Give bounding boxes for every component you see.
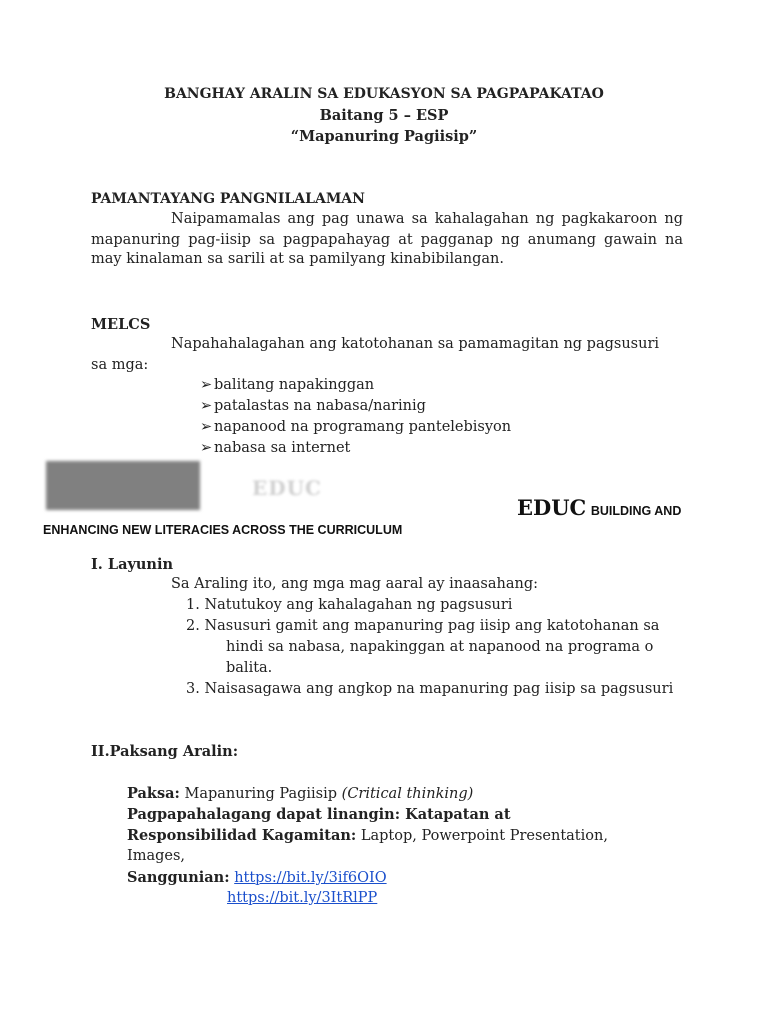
- melcs-item-text: napanood na programang pantelebisyon: [214, 419, 512, 435]
- educ-tail: BUILDING AND: [590, 504, 682, 518]
- responsibilidad-label: Responsibilidad: [127, 827, 257, 844]
- kagamitan-label: Kagamitan:: [256, 827, 357, 844]
- lesson-topic: “Mapanuring Pagiisip”: [290, 128, 478, 145]
- melcs-item-text: balitang napakinggan: [214, 377, 375, 393]
- kagamitan-value: Laptop, Powerpoint Presentation,: [356, 828, 608, 844]
- layunin-heading: I. Layunin: [91, 556, 174, 573]
- arrow-bullet-icon: ➢: [200, 398, 213, 414]
- pamantayan-line-3: may kinalaman sa sarili at sa pamilyang kinabibilangan.: [91, 251, 504, 267]
- reference-link-2-line: [227, 890, 377, 906]
- paksa-line: [127, 785, 473, 802]
- paksa-note: (Critical thinking): [341, 786, 474, 802]
- melcs-item: [200, 398, 426, 414]
- layunin-item-3: 3. Naisasagawa ang angkop na mapanuring pag iisip sa pagsusuri: [186, 681, 674, 697]
- arrow-bullet-icon: ➢: [200, 440, 213, 456]
- melcs-line-1: Napahahalagahan ang katotohanan sa pamamagitan ng pagsusuri: [171, 336, 660, 352]
- layunin-item-2: 2. Nasusuri gamit ang mapanuring pag iisip ang katotohanan sa: [186, 618, 660, 634]
- paksa-value: Mapanuring Pagiisip: [179, 786, 342, 802]
- pamantayan-heading: PAMANTAYANG PANGNILALAMAN: [91, 191, 365, 207]
- grade-level: Baitang 5 – ESP: [319, 107, 449, 124]
- melcs-item: [200, 377, 374, 393]
- pagpapahalaga-line: Pagpapahalagang dapat linangin: Katapatan at: [127, 806, 511, 823]
- paksa-label: Paksa:: [127, 785, 180, 802]
- document-title: BANGHAY ARALIN SA EDUKASYON SA PAGPAPAKATAO: [164, 86, 604, 102]
- melcs-heading: MELCS: [91, 316, 151, 333]
- sanggunian-label: Sanggunian:: [127, 869, 230, 886]
- images-line: Images,: [127, 848, 186, 864]
- arrow-bullet-icon: ➢: [200, 419, 213, 435]
- layunin-item-2-end: balita.: [226, 660, 273, 676]
- melcs-item: [200, 419, 511, 435]
- melcs-item-text: patalastas na nabasa/narinig: [214, 398, 426, 414]
- kagamitan-line: [127, 827, 608, 844]
- reference-link-1[interactable]: https://bit.ly/3if6OIO: [234, 870, 387, 886]
- melcs-item-text: nabasa sa internet: [214, 440, 351, 456]
- educ-banner-line-2: ENHANCING NEW LITERACIES ACROSS THE CURRICULUM: [43, 523, 403, 537]
- layunin-intro: Sa Araling ito, ang mga mag aaral ay inaasahang:: [171, 576, 538, 592]
- educ-banner: [517, 495, 681, 520]
- reference-link-2[interactable]: https://bit.ly/3ItRlPP: [227, 890, 378, 906]
- pamantayan-line-2: mapanuring pag-iisip sa pagpapahayag at pagganap ng anumang gawain na: [91, 232, 683, 248]
- layunin-item-1: 1. Natutukoy ang kahalagahan ng pagsusuri: [186, 597, 513, 613]
- blurred-watermark-text: EDUC: [252, 476, 322, 500]
- melcs-item: [200, 440, 350, 456]
- educ-label: EDUC: [517, 495, 587, 520]
- sanggunian-line: [127, 869, 387, 886]
- layunin-item-2-cont: hindi sa nabasa, napakinggan at napanood na programa o: [226, 639, 654, 655]
- pamantayan-line-1: Naipamamalas ang pag unawa sa kahalagahan ng pagkakaroon ng: [171, 211, 683, 227]
- arrow-bullet-icon: ➢: [200, 377, 213, 393]
- paksang-heading: II.Paksang Aralin:: [91, 743, 239, 760]
- melcs-line-2: sa mga:: [91, 357, 149, 373]
- blurred-logo-box: [46, 461, 200, 510]
